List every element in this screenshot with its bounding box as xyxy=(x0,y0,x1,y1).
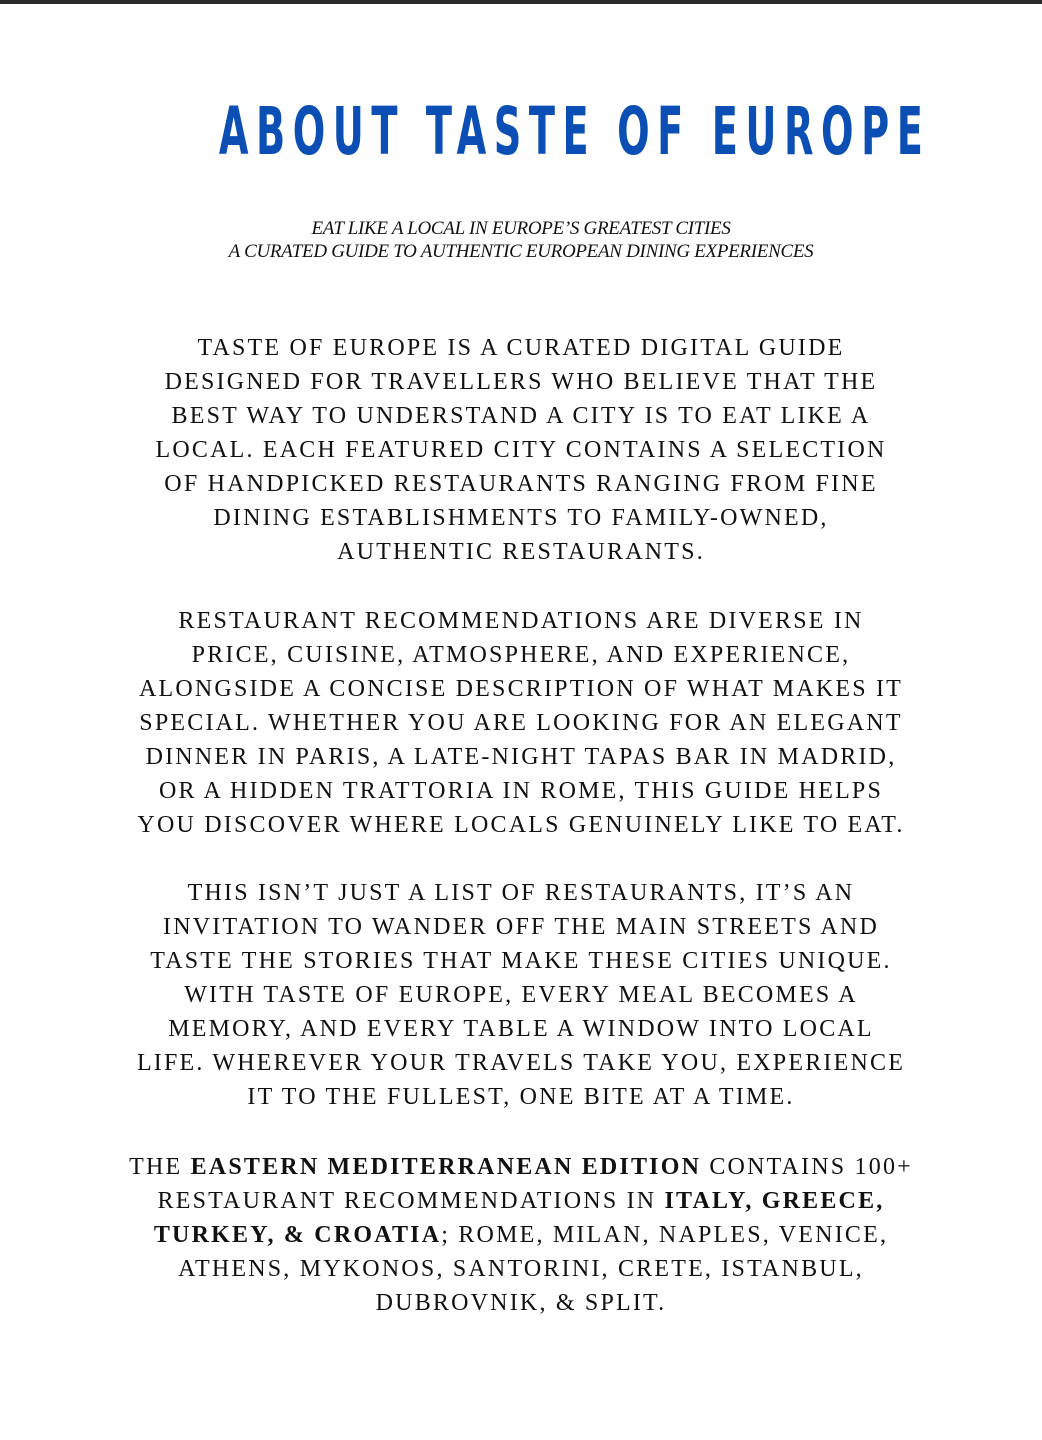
paragraph-line: RESTAURANT RECOMMENDATIONS ARE DIVERSE IN xyxy=(178,608,864,634)
paragraph-line: YOU DISCOVER WHERE LOCALS GENUINELY LIKE TO EAT. xyxy=(137,812,905,838)
paragraph-line: INVITATION TO WANDER OFF THE MAIN STREETS AND xyxy=(163,914,879,940)
paragraph-line: WITH TASTE OF EUROPE, EVERY MEAL BECOMES A xyxy=(184,982,858,1008)
edition-text: ; ROME, MILAN, NAPLES, VENICE, xyxy=(441,1222,889,1248)
paragraph-line: LIFE. WHEREVER YOUR TRAVELS TAKE YOU, EXPERIENCE xyxy=(136,1050,906,1076)
paragraph-line xyxy=(0,1184,1042,1218)
invitation-paragraph xyxy=(0,876,1042,1114)
recommendations-paragraph xyxy=(0,604,1042,842)
subtitle-block xyxy=(0,217,1042,263)
paragraph-line: MEMORY, AND EVERY TABLE A WINDOW INTO LOCAL xyxy=(168,1016,874,1042)
paragraph-line: PRICE, CUISINE, ATMOSPHERE, AND EXPERIENCE, xyxy=(191,642,851,668)
paragraph-line xyxy=(0,1150,1042,1184)
edition-paragraph xyxy=(0,1150,1042,1320)
intro-paragraph xyxy=(0,331,1042,569)
paragraph-line: ALONGSIDE A CONCISE DESCRIPTION OF WHAT MAKES IT xyxy=(138,676,904,702)
paragraph-line: LOCAL. EACH FEATURED CITY CONTAINS A SELECTION xyxy=(155,437,887,463)
paragraph-line: DUBROVNIK, & SPLIT. xyxy=(375,1290,667,1316)
edition-text: CONTAINS 100+ xyxy=(701,1154,913,1180)
edition-text: RESTAURANT RECOMMENDATIONS IN xyxy=(157,1188,665,1214)
subtitle-line: A CURATED GUIDE TO AUTHENTIC EUROPEAN DINING EXPERIENCES xyxy=(228,241,814,262)
paragraph-line: DESIGNED FOR TRAVELLERS WHO BELIEVE THAT THE xyxy=(164,369,878,395)
paragraph-line: DINING ESTABLISHMENTS TO FAMILY-OWNED, xyxy=(213,505,829,531)
page-title: ABOUT TASTE OF EUROPE xyxy=(218,93,931,170)
paragraph-line: IT TO THE FULLEST, ONE BITE AT A TIME. xyxy=(247,1084,795,1110)
paragraph-line: TASTE THE STORIES THAT MAKE THESE CITIES UNIQUE. xyxy=(150,948,892,974)
paragraph-line: DINNER IN PARIS, A LATE-NIGHT TAPAS BAR IN MADRID, xyxy=(145,744,897,770)
subtitle-line: EAT LIKE A LOCAL IN EUROPE’S GREATEST CITIES xyxy=(311,218,731,239)
paragraph-line: TASTE OF EUROPE IS A CURATED DIGITAL GUIDE xyxy=(197,335,845,361)
paragraph-line: SPECIAL. WHETHER YOU ARE LOOKING FOR AN ELEGANT xyxy=(139,710,903,736)
edition-text: THE xyxy=(129,1154,191,1180)
edition-name: EASTERN MEDITERRANEAN EDITION xyxy=(190,1154,702,1180)
paragraph-line xyxy=(0,1218,1042,1252)
paragraph-line: OF HANDPICKED RESTAURANTS RANGING FROM FINE xyxy=(164,471,878,497)
paragraph-line: OR A HIDDEN TRATTORIA IN ROME, THIS GUIDE HELPS xyxy=(158,778,884,804)
paragraph-line: ATHENS, MYKONOS, SANTORINI, CRETE, ISTANBUL, xyxy=(178,1256,864,1282)
edition-countries: ITALY, GREECE, xyxy=(664,1188,885,1214)
paragraph-line: THIS ISN’T JUST A LIST OF RESTAURANTS, IT’S AN xyxy=(187,880,855,906)
paragraph-line: AUTHENTIC RESTAURANTS. xyxy=(337,539,705,565)
paragraph-line: BEST WAY TO UNDERSTAND A CITY IS TO EAT LIKE A xyxy=(171,403,871,429)
edition-countries: TURKEY, & CROATIA xyxy=(153,1222,442,1248)
